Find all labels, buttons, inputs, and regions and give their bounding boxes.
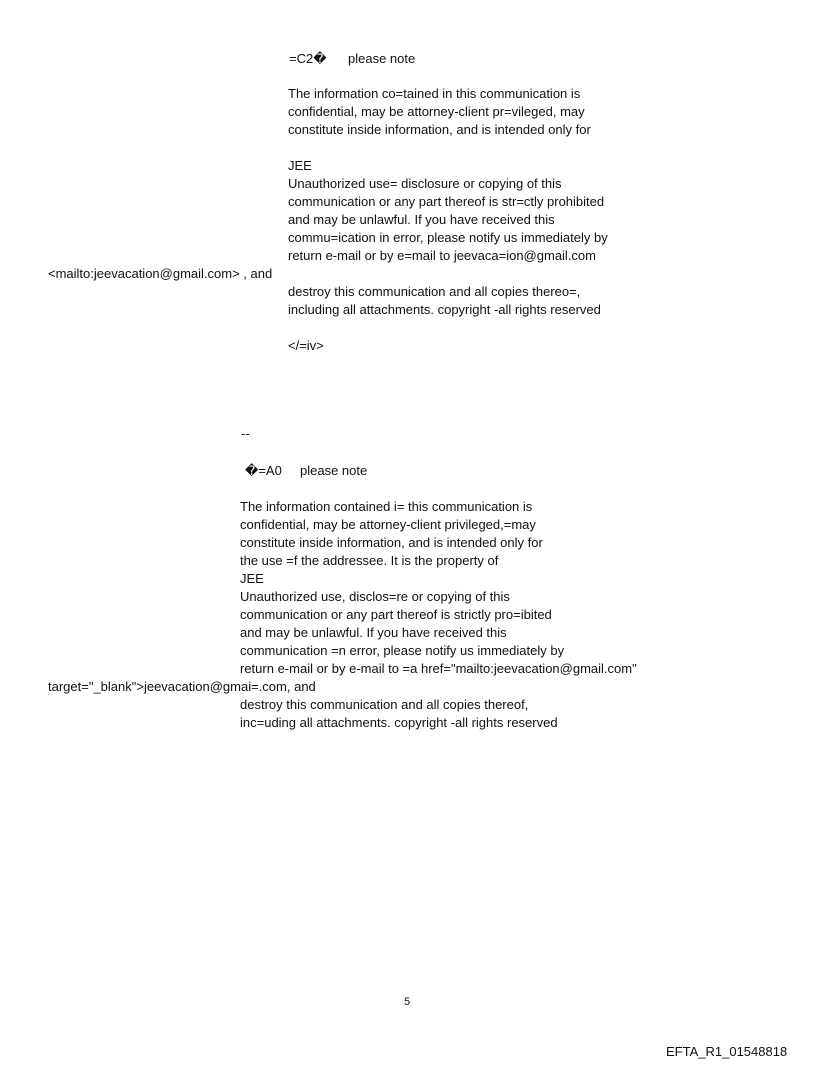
block2-text-line: JEE xyxy=(240,571,264,586)
block1-header-label: please note xyxy=(348,51,416,66)
block2-text-line: inc=uding all attachments. copyright -all rights reserved xyxy=(240,715,558,730)
block2-text-line: return e-mail or by e-mail to =a href="mailto:jeevacation@gmail.com" xyxy=(240,661,637,676)
block1-text-line: commu=ication in error, please notify us immediately by xyxy=(288,230,608,245)
block1-text-line: and may be unlawful. If you have received this xyxy=(288,212,555,227)
block2-href-line: target="_blank">jeevacation@gmai=.com, and xyxy=(48,679,316,694)
block2-text-line: The information contained i= this communication is xyxy=(240,499,533,514)
block1-header-code: =C2� xyxy=(289,51,327,66)
block2-text-line: communication =n error, please notify us immediately by xyxy=(240,643,565,658)
block2-text-line: and may be unlawful. If you have received this xyxy=(240,625,507,640)
block1-text-line: confidential, may be attorney-client pr=vileged, may xyxy=(288,104,585,119)
block2-text-line: communication or any part thereof is strictly pro=ibited xyxy=(240,607,552,622)
page-number: 5 xyxy=(404,996,411,1008)
block1-text-line: The information co=tained in this communication is xyxy=(288,86,581,101)
block1-text-line: destroy this communication and all copies thereo=, xyxy=(288,284,581,299)
block2-text-line: Unauthorized use, disclos=re or copying of this xyxy=(240,589,510,604)
document-id: EFTA_R1_01548818 xyxy=(666,1044,788,1059)
block1-text-line: including all attachments. copyright -all rights reserved xyxy=(288,302,601,317)
block1-closing-tag: </=iv> xyxy=(288,338,324,353)
block1-text-line: JEE xyxy=(288,158,312,173)
block2-text-line: destroy this communication and all copies thereof, xyxy=(240,697,529,712)
block2-text-line: constitute inside information, and is intended only for xyxy=(240,535,543,550)
block1-text-line: constitute inside information, and is intended only for xyxy=(288,122,591,137)
signature-separator: -- xyxy=(241,426,250,441)
block2-header-code: �=A0 xyxy=(245,463,282,478)
block2-text-line: confidential, may be attorney-client privileged,=may xyxy=(240,517,536,532)
block1-text-line: communication or any part thereof is str=ctly prohibited xyxy=(288,194,605,209)
block1-text-line: Unauthorized use= disclosure or copying of this xyxy=(288,176,562,191)
block1-text-line: return e-mail or by e=mail to jeevaca=ion@gmail.com xyxy=(288,248,596,263)
block1-mailto-line: <mailto:jeevacation@gmail.com> , and xyxy=(48,266,273,281)
block2-header-label: please note xyxy=(300,463,368,478)
block2-text-line: the use =f the addressee. It is the property of xyxy=(240,553,499,568)
